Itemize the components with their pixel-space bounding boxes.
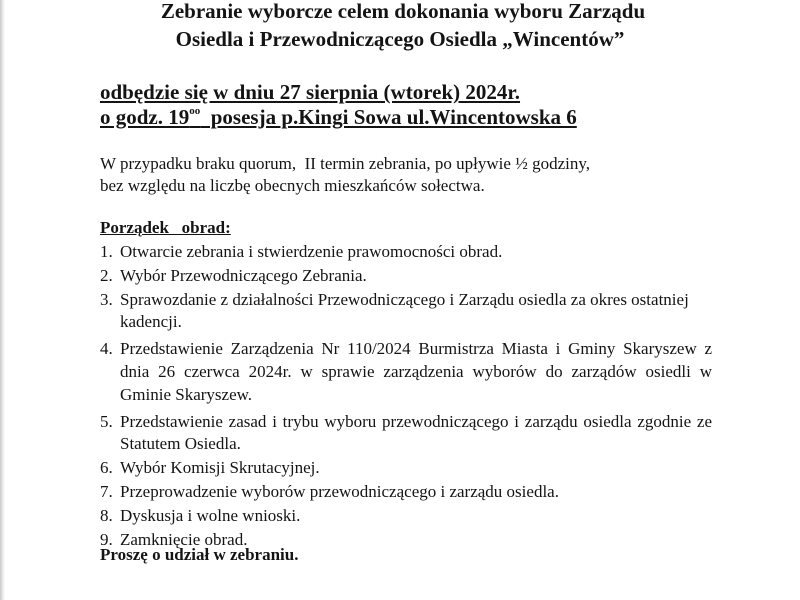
agenda-item-text: Wybór Komisji Skrutacyjnej. (120, 458, 320, 478)
agenda-item-text: Zamknięcie obrad. (120, 529, 248, 549)
quorum-notice (100, 153, 590, 197)
quorum-line-2: bez względu na liczbę obecnych mieszkańców sołectwa. (100, 176, 485, 195)
agenda-item (100, 411, 712, 457)
agenda-item-number: 2. (100, 265, 113, 285)
quorum-line-1: W przypadku braku quorum, II termin zebrania, po upływie ½ godziny, (100, 154, 591, 173)
agenda-item-text: Przedstawienie zasad i trybu wyboru przewodniczącego i zarządu osiedla zgodnie ze Statutem Osiedla. (120, 411, 712, 454)
agenda-item (100, 241, 712, 264)
agenda-item (100, 289, 712, 335)
agenda-item-number: 1. (100, 242, 113, 261)
agenda-list (100, 241, 712, 551)
meeting-time-minutes: oo (189, 105, 201, 117)
agenda-item-text: Otwarcie zebrania i stwierdzenie prawomocności obrad. (120, 242, 503, 261)
agenda-item (100, 265, 712, 288)
agenda-heading: Porządek obrad: (100, 218, 231, 237)
meeting-time-place-line (100, 105, 577, 130)
agenda-item-text: Przedstawienie Zarządzenia Nr 110/2024 Burmistrza Miasta i Gminy Skaryszew z dnia 26 czerwca 2024r. w sprawie zarządzenia wyborów do zarządów osiedli w Gminie Skaryszew. (120, 339, 712, 404)
agenda-item (100, 481, 712, 504)
agenda-item-text: Sprawozdanie z działalności Przewodniczącego i Zarządu osiedla za okres ostatniej kadencji. (120, 289, 689, 332)
agenda-item-number: 4. (100, 339, 113, 359)
meeting-date-line: odbędzie się w dniu 27 sierpnia (wtorek) 2024r. (100, 80, 521, 104)
title-line-1: Zebranie wyborcze celem dokonania wyboru Zarządu (160, 0, 646, 23)
meeting-time-hour: o godz. 19 (100, 105, 190, 129)
agenda-item (100, 505, 712, 528)
meeting-place: posesja p.Kingi Sowa ul.Wincentowska 6 (200, 105, 577, 129)
meeting-date-time (100, 80, 577, 130)
agenda-item (100, 457, 712, 480)
closing-line: Proszę o udział w zebraniu. (100, 545, 299, 564)
agenda-item-number: 7. (100, 481, 113, 501)
agenda-item-number: 5. (100, 411, 113, 431)
title-line-2: Osiedla i Przewodniczącego Osiedla „Wincentów” (175, 27, 625, 51)
agenda-item-text: Wybór Przewodniczącego Zebrania. (120, 265, 367, 285)
agenda-item-number: 9. (100, 529, 113, 549)
agenda-item-text: Przeprowadzenie wyborów przewodniczącego i zarządu osiedla. (120, 481, 559, 501)
document-title (0, 0, 800, 53)
agenda-item-number: 8. (100, 505, 113, 525)
scan-page-edge (0, 0, 5, 600)
agenda-item-number: 6. (100, 458, 113, 478)
agenda-item-text: Dyskusja i wolne wnioski. (120, 505, 301, 525)
agenda-item-number: 3. (100, 289, 113, 309)
agenda-item (100, 338, 712, 406)
